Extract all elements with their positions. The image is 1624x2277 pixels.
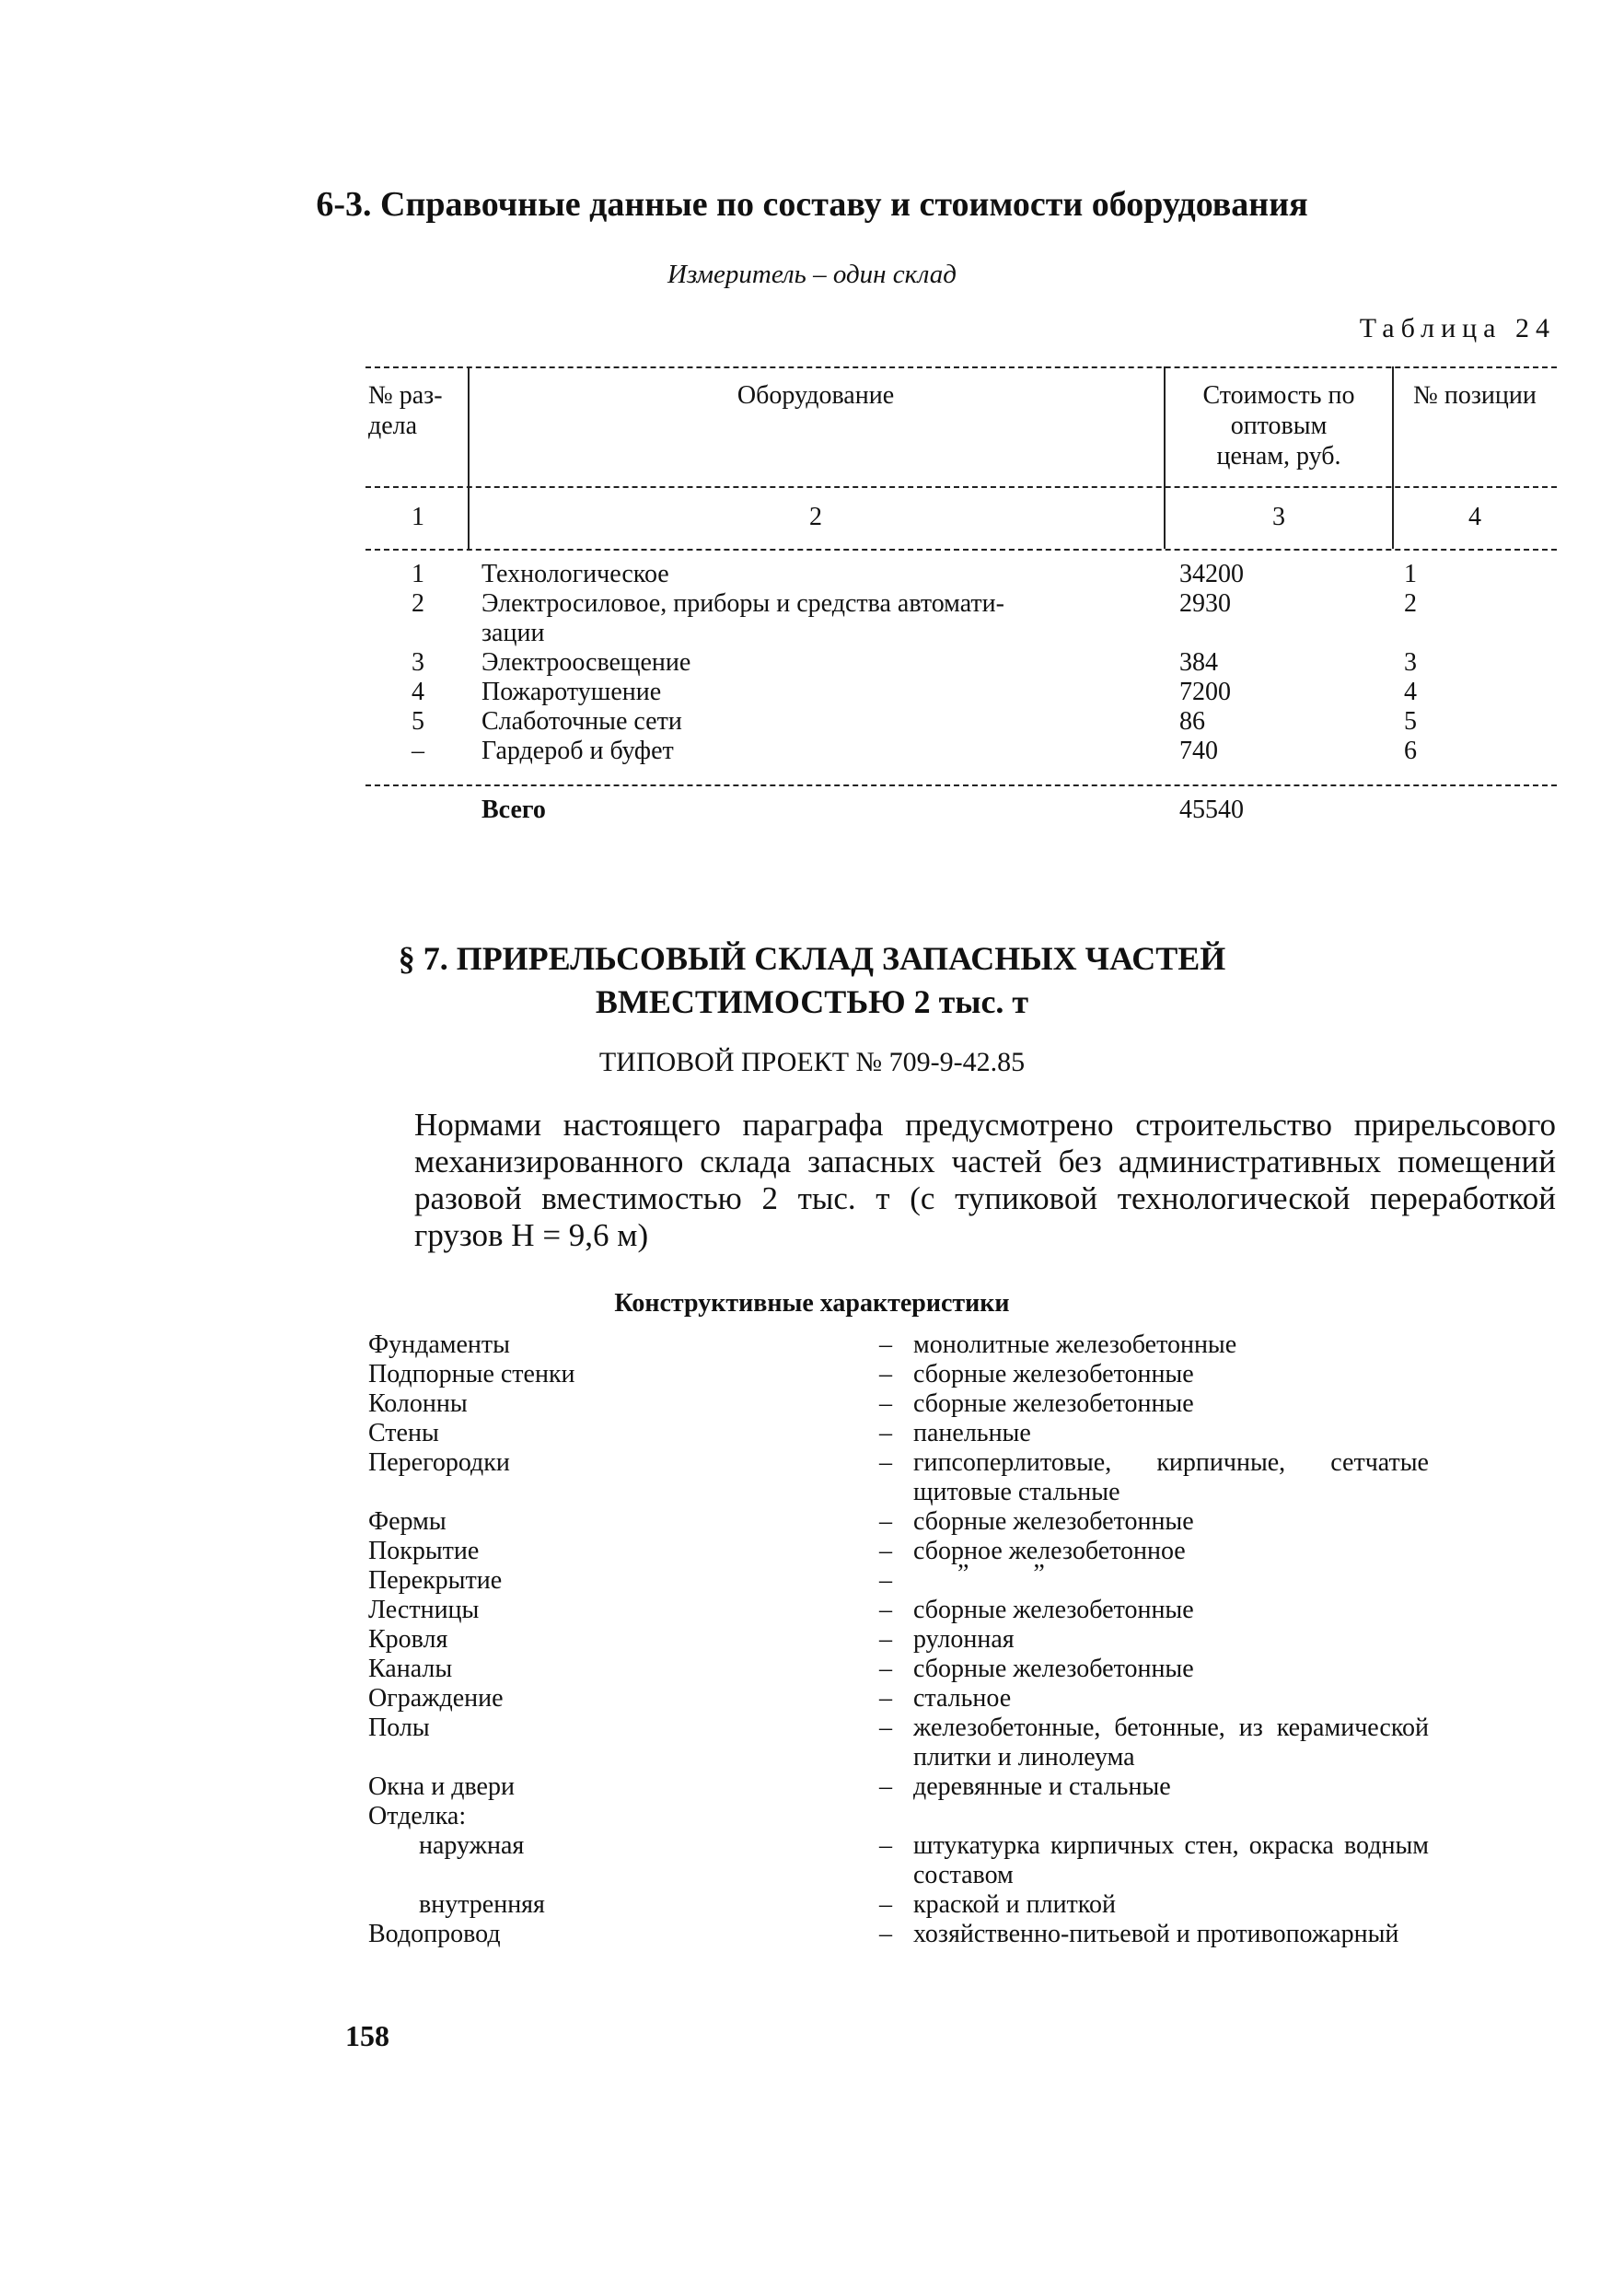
dash-mark: – (879, 1537, 892, 1565)
item-label: Покрытие (368, 1537, 480, 1565)
column-number: 4 (1468, 503, 1481, 531)
row-position: 2 (1404, 589, 1417, 618)
item-value: деревянные и стальные (913, 1772, 1171, 1801)
item-label: Перегородки (368, 1448, 510, 1477)
total-value: 45540 (1179, 796, 1244, 824)
header-cost: Стоимость по оптовым ценам, руб. (1202, 381, 1355, 471)
dash-mark: – (879, 1655, 892, 1683)
dash-mark: – (879, 1330, 892, 1359)
item-label: Полы (368, 1714, 430, 1742)
table-top-rule (365, 366, 1557, 368)
item-value: железобетонные, бетонные, из керамической плитки и линолеума (913, 1714, 1429, 1772)
table-number-rule (365, 549, 1557, 551)
item-value: сборные железобетонные (913, 1507, 1194, 1536)
dash-mark: – (879, 1920, 892, 1948)
ditto-marks: ” ” (957, 1560, 1045, 1588)
item-label: Подпорные стенки (368, 1360, 575, 1388)
dash-mark: – (879, 1507, 892, 1536)
section-title: 6-3. Справочные данные по составу и стоимости оборудования (316, 185, 1308, 224)
dash-mark: – (879, 1772, 892, 1801)
table-label: Таблица 24 (1359, 313, 1556, 343)
dash-mark: – (879, 1625, 892, 1654)
item-label: Кровля (368, 1625, 448, 1654)
item-value: сборные железобетонные (913, 1596, 1194, 1624)
dash-mark: – (879, 1684, 892, 1713)
dash-mark: – (879, 1714, 892, 1742)
item-label: Стены (368, 1419, 439, 1447)
column-number: 2 (809, 503, 822, 531)
row-section: 3 (412, 648, 424, 677)
item-label: Каналы (368, 1655, 453, 1683)
item-label: Фермы (368, 1507, 447, 1536)
row-position: 4 (1404, 678, 1417, 706)
item-value: хозяйственно-питьевой и противопожарный (913, 1920, 1399, 1948)
header-position: № позиции (1413, 381, 1537, 410)
row-cost: 86 (1179, 707, 1205, 736)
row-position: 3 (1404, 648, 1417, 677)
item-value: рулонная (913, 1625, 1015, 1654)
paragraph-title (0, 937, 1624, 1024)
row-position: 5 (1404, 707, 1417, 736)
item-value: сборные железобетонные (913, 1360, 1194, 1388)
paragraph-title-line: § 7. ПРИРЕЛЬСОВЫЙ СКЛАД ЗАПАСНЫХ ЧАСТЕЙ (398, 940, 1226, 977)
dash-mark: – (879, 1566, 892, 1595)
constructive-title: Конструктивные характеристики (614, 1289, 1010, 1318)
item-value: гипсоперлитовые, кирпичные, сетчатые щитовые стальные (913, 1448, 1429, 1506)
row-position: 1 (1404, 560, 1417, 588)
total-label: Всего (481, 796, 546, 824)
item-value: стальное (913, 1684, 1012, 1713)
row-section: – (412, 737, 424, 765)
table-subtitle: Измеритель – один склад (667, 260, 957, 289)
item-value: краской и плиткой (913, 1890, 1116, 1919)
column-number: 1 (412, 503, 424, 531)
row-section: 5 (412, 707, 424, 736)
page-number: 158 (345, 2019, 389, 2052)
dash-mark: – (879, 1419, 892, 1447)
header-equipment: Оборудование (737, 381, 895, 410)
project-number: ТИПОВОЙ ПРОЕКТ № 709-9-42.85 (598, 1047, 1026, 1077)
row-equipment: Пожаротушение (481, 678, 662, 706)
row-cost: 384 (1179, 648, 1218, 677)
item-label: Отделка: (368, 1802, 467, 1830)
row-section: 2 (412, 589, 424, 618)
dash-mark: – (879, 1890, 892, 1919)
item-value: сборные железобетонные (913, 1389, 1194, 1418)
row-cost: 740 (1179, 737, 1218, 765)
row-equipment: Слаботочные сети (481, 707, 682, 736)
item-label: Окна и двери (368, 1772, 515, 1801)
dash-mark: – (879, 1596, 892, 1624)
item-label: Ограждение (368, 1684, 504, 1713)
paragraph-title-line: ВМЕСТИМОСТЬЮ 2 тыс. т (595, 983, 1029, 1020)
row-cost: 7200 (1179, 678, 1231, 706)
item-label: внутренняя (419, 1890, 545, 1919)
dash-mark: – (879, 1360, 892, 1388)
dash-mark: – (879, 1831, 892, 1860)
row-section: 1 (412, 560, 424, 588)
dash-mark: – (879, 1448, 892, 1477)
table-header-rule (365, 486, 1557, 488)
item-value: монолитные железобетонные (913, 1330, 1237, 1359)
item-label: Фундаменты (368, 1330, 510, 1359)
dash-mark: – (879, 1389, 892, 1418)
item-label: Перекрытие (368, 1566, 503, 1595)
row-position: 6 (1404, 737, 1417, 765)
item-value: штукатурка кирпичных стен, окраска водным составом (913, 1831, 1429, 1889)
row-section: 4 (412, 678, 424, 706)
table-body-rule (365, 784, 1557, 786)
item-value: панельные (913, 1419, 1031, 1447)
item-value: сборные железобетонные (913, 1655, 1194, 1683)
item-label: наружная (419, 1831, 525, 1860)
item-label: Колонны (368, 1389, 468, 1418)
header-section-no: № раз- дела (368, 381, 443, 440)
row-cost: 2930 (1179, 589, 1231, 618)
row-equipment: Гардероб и буфет (481, 737, 674, 765)
row-equipment: Электросиловое, приборы и средства автомати- зации (481, 589, 1004, 647)
row-equipment: Электроосвещение (481, 648, 691, 677)
body-paragraph: Нормами настоящего параграфа предусмотрено строительство прирельсового механизированного склада запасных частей без административных помещений разовой вместимостью 2 тыс. т (с тупиковой технологической переработкой грузов H = 9,6 м) (414, 1107, 1556, 1253)
row-equipment: Технологическое (481, 560, 669, 588)
item-label: Лестницы (368, 1596, 480, 1624)
column-number: 3 (1272, 503, 1285, 531)
row-cost: 34200 (1179, 560, 1244, 588)
item-label: Водопровод (368, 1920, 501, 1948)
item-value: сборное железобетонное (913, 1537, 1186, 1565)
